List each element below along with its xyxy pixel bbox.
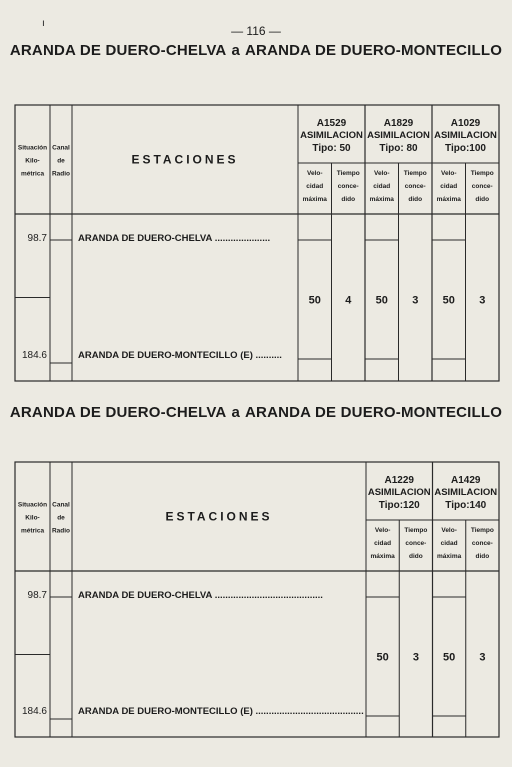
station-km: 98.7 (27, 233, 47, 244)
tiempo-value: 3 (412, 651, 419, 664)
group-asimilacion: ASIMILACION (300, 130, 363, 141)
header-velocidad: Velo- (441, 527, 457, 534)
header-estaciones: ESTACIONES (165, 509, 273, 524)
header-tiempo: Tiempo (404, 527, 428, 534)
header-tiempo: dido (408, 196, 423, 203)
header-velocidad: cidad (440, 540, 458, 547)
station-name: ARANDA DE DUERO-CHELVA ......................................... (78, 590, 323, 601)
header-velocidad: máxima (436, 196, 461, 203)
header-tiempo: dido (475, 196, 490, 203)
title-connector: a (231, 42, 241, 59)
header-canal: Canal (52, 144, 70, 152)
header-velocidad: cidad (373, 183, 391, 190)
header-tiempo: dido (475, 553, 490, 560)
title-from: ARANDA DE DUERO-CHELVA (9, 404, 227, 421)
group-code: A1529 (316, 118, 347, 129)
title-from: ARANDA DE DUERO-CHELVA (9, 42, 227, 59)
header-tiempo: conce- (404, 183, 426, 190)
group-asimilacion: ASIMILACION (367, 487, 431, 498)
velocidad-value: 50 (376, 651, 389, 664)
station-km: 184.6 (21, 706, 47, 717)
group-asimilacion: ASIMILACION (434, 130, 497, 141)
group-asimilacion: ASIMILACION (434, 487, 498, 498)
velocidad-value: 50 (308, 294, 321, 307)
station-name: ARANDA DE DUERO-MONTECILLO (E) .......... (78, 350, 282, 361)
title-connector: a (231, 404, 241, 421)
header-velocidad: máxima (302, 196, 327, 203)
tiempo-value: 3 (479, 294, 486, 307)
title-to: ARANDA DE DUERO-MONTECILLO (245, 42, 503, 59)
header-canal: de (57, 157, 65, 165)
header-tiempo: conce- (471, 183, 493, 190)
tiempo-value: 3 (412, 294, 419, 307)
margin-mark: ı (42, 18, 45, 29)
group-code: A1429 (451, 475, 481, 486)
tiempo-value: 3 (479, 651, 486, 664)
header-tiempo: Tiempo (336, 170, 360, 177)
header-situacion: Kilo- (25, 157, 40, 165)
header-velocidad: máxima (369, 196, 394, 203)
header-situacion: Kilo- (25, 514, 40, 522)
header-velocidad: Velo- (374, 527, 391, 534)
header-canal: Radio (51, 527, 71, 535)
velocidad-value: 50 (375, 294, 388, 307)
header-velocidad: Velo- (440, 170, 457, 177)
header-tiempo: dido (409, 553, 423, 560)
header-situacion: métrica (20, 170, 45, 178)
station-km: 184.6 (21, 350, 47, 361)
page-number: — 116 — (231, 24, 281, 38)
group-code: A1829 (383, 118, 414, 129)
header-velocidad: Velo- (306, 170, 323, 177)
header-velocidad: máxima (437, 553, 462, 560)
header-tiempo: Tiempo (470, 527, 494, 534)
station-km: 98.7 (27, 590, 47, 601)
group-tipo: Tipo:100 (445, 143, 486, 154)
header-tiempo: conce- (405, 540, 427, 547)
header-tiempo: dido (341, 196, 356, 203)
station-name: ARANDA DE DUERO-MONTECILLO (E) ......................................... (78, 706, 364, 717)
group-code: A1229 (384, 475, 414, 486)
header-velocidad: cidad (440, 183, 458, 190)
header-tiempo: Tiempo (470, 170, 494, 177)
velocidad-value: 50 (443, 651, 456, 664)
station-name: ARANDA DE DUERO-CHELVA ..................... (78, 233, 271, 244)
header-velocidad: máxima (370, 553, 395, 560)
group-tipo: Tipo: 50 (312, 143, 351, 154)
group-code: A1029 (450, 118, 481, 129)
header-situacion: Situación (17, 144, 48, 152)
group-tipo: Tipo:140 (445, 500, 487, 511)
header-canal: Canal (52, 501, 70, 509)
header-tiempo: Tiempo (403, 170, 427, 177)
header-situacion: Situación (17, 501, 48, 509)
header-estaciones: ESTACIONES (131, 152, 239, 167)
group-tipo: Tipo:120 (378, 500, 420, 511)
header-tiempo: conce- (471, 540, 493, 547)
header-canal: Radio (51, 170, 71, 178)
velocidad-value: 50 (442, 294, 455, 307)
group-tipo: Tipo: 80 (379, 143, 418, 154)
header-velocidad: cidad (374, 540, 392, 547)
header-situacion: métrica (20, 527, 45, 535)
group-asimilacion: ASIMILACION (367, 130, 430, 141)
tiempo-value: 4 (345, 294, 352, 307)
header-tiempo: conce- (337, 183, 359, 190)
header-velocidad: cidad (306, 183, 324, 190)
header-velocidad: Velo- (373, 170, 390, 177)
title-to: ARANDA DE DUERO-MONTECILLO (245, 404, 503, 421)
header-canal: de (57, 514, 65, 522)
